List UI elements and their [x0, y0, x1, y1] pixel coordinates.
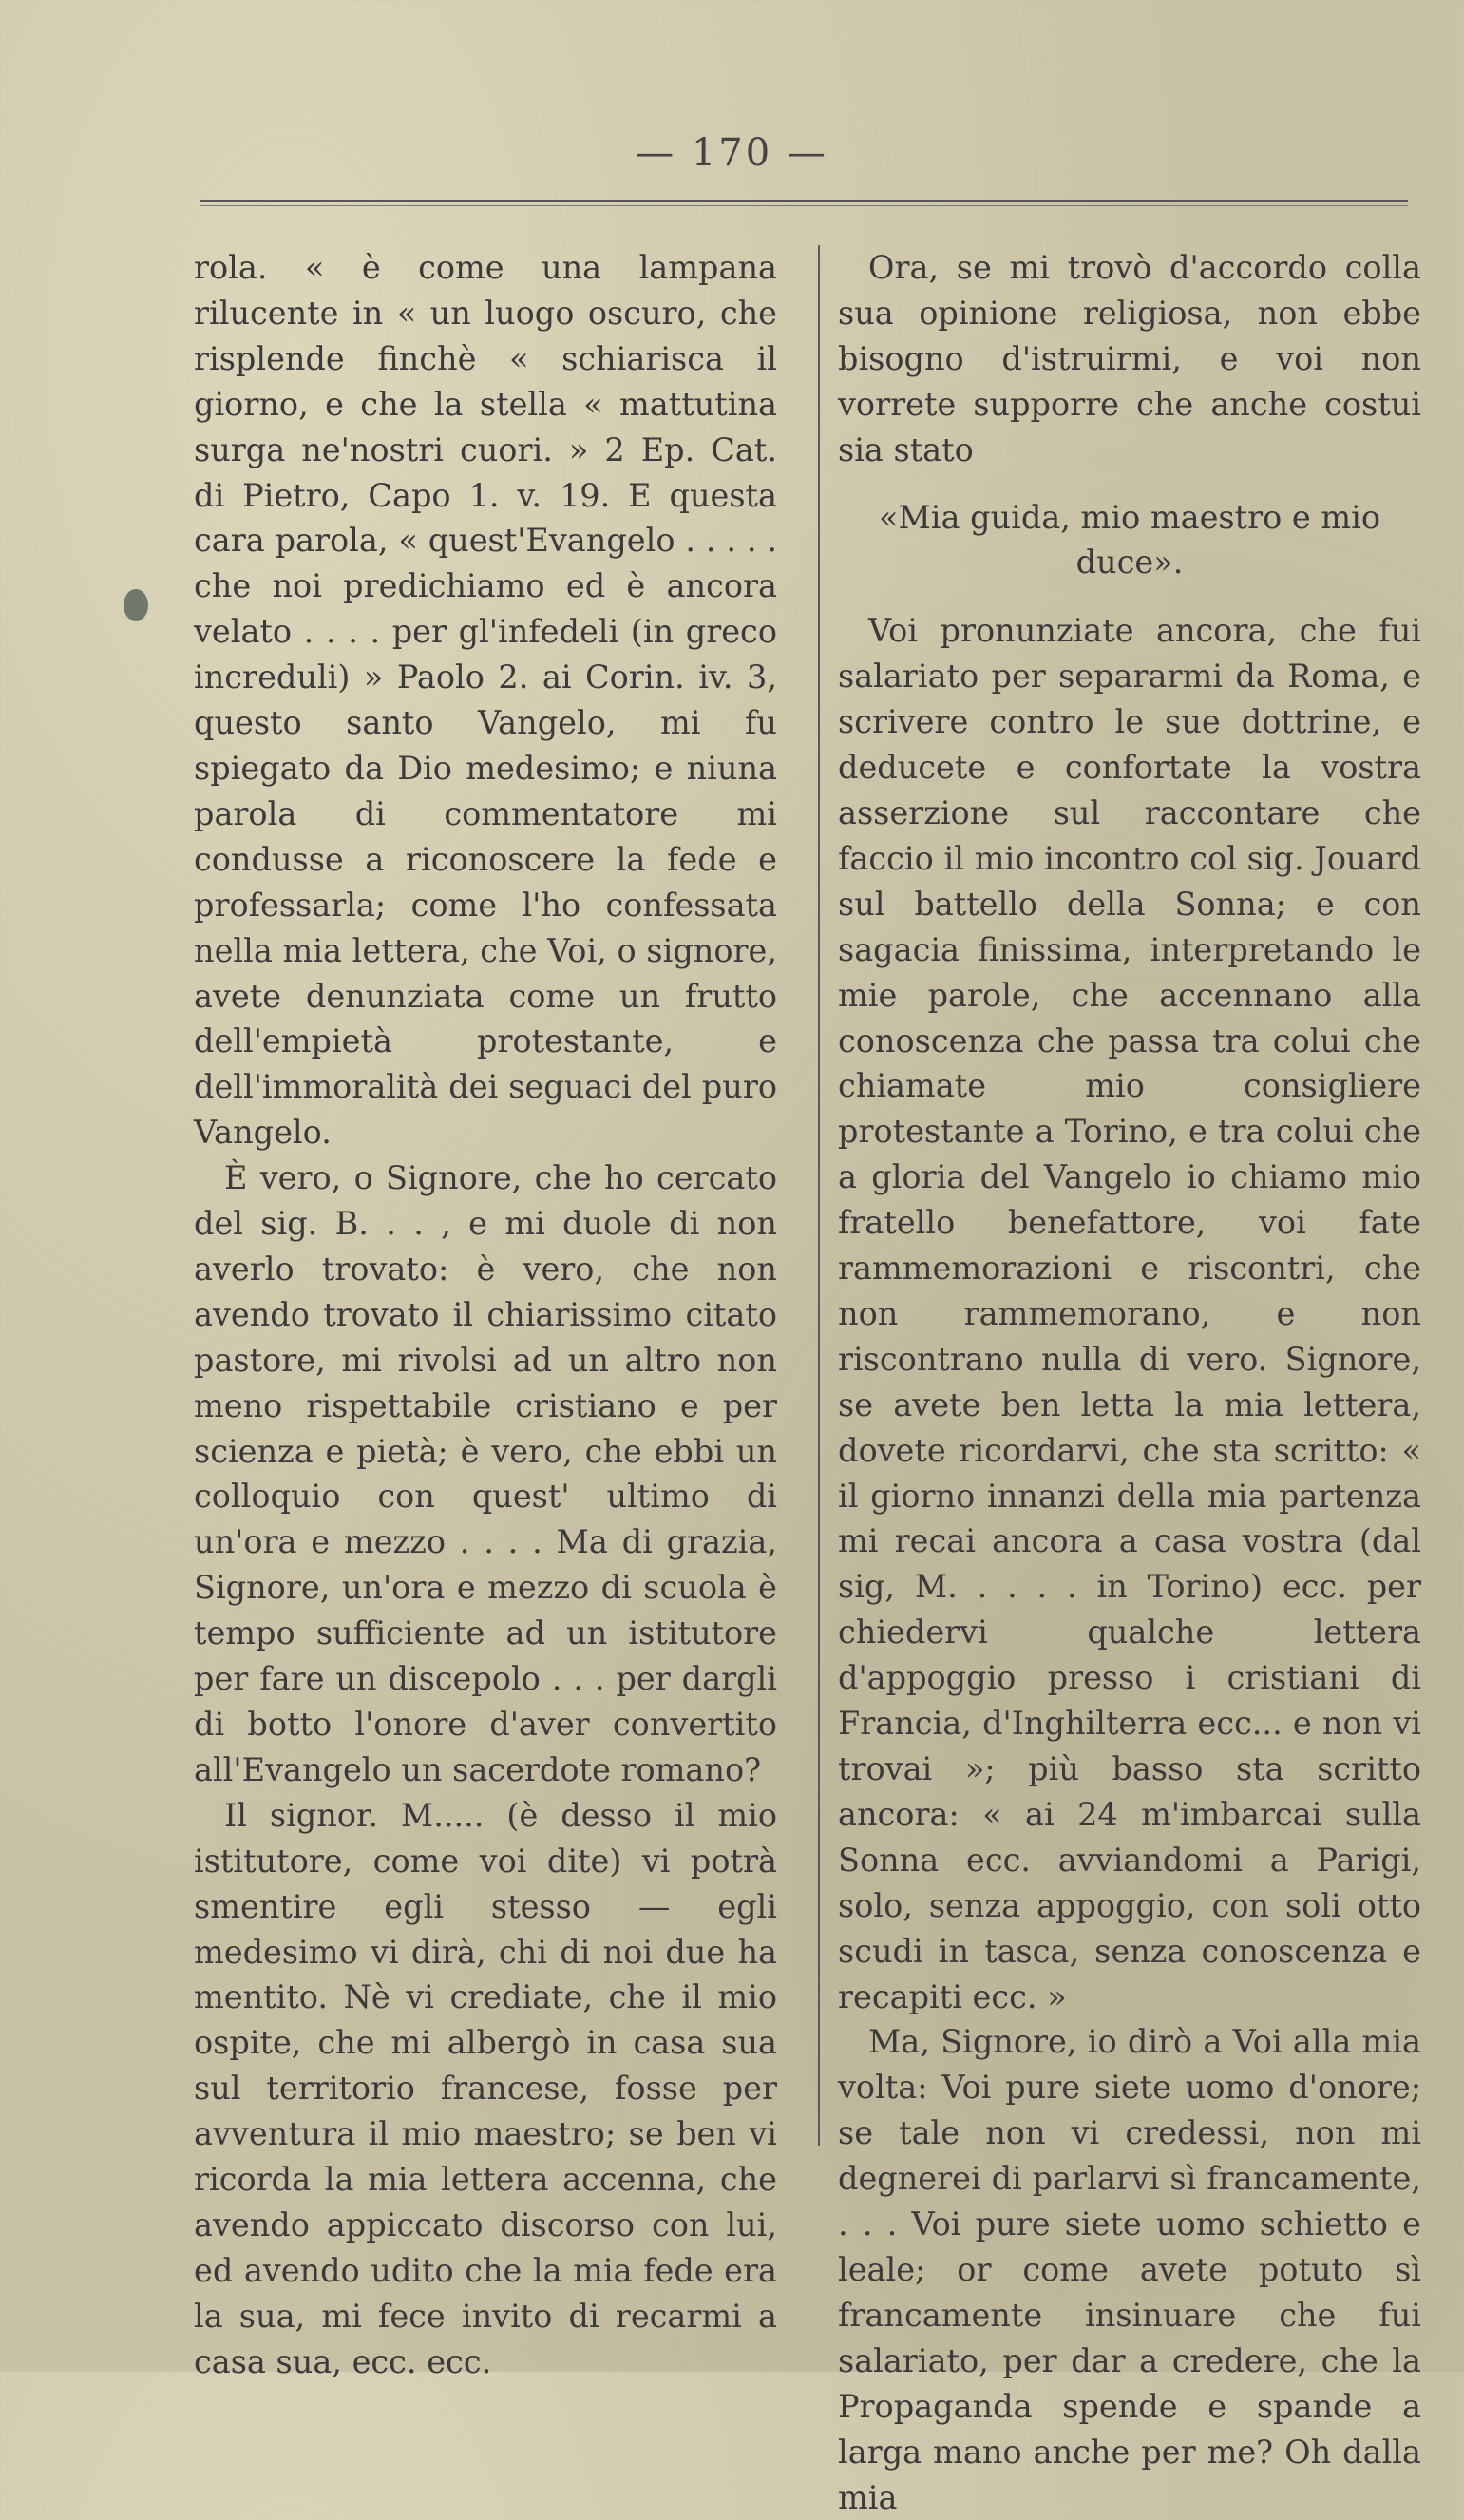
right-column [838, 245, 1421, 2520]
right-paragraph-3: Ma, Signore, io dirò a Voi alla mia volta: Voi pure siete uomo d'onore; se tale non vi credessi, non mi degnerei di parlarvi sì francamente, . . . Voi pure siete uomo schietto e leale; or come avete potuto sì francamente insinuare che fui salariato, per dar a credere, che la Propaganda spende e spande a larga mano anche per me? Oh dalla mia [838, 2023, 1421, 2516]
right-paragraph-2: Voi pronunziate ancora, che fui salariato per separarmi da Roma, e scrivere contro le sue dottrine, e deducete e confortate la vostra asserzione sul raccontare che faccio il mio incontro col sig. Jouard sul battello della Sonna; e con sagacia finissima, interpretando le mie parole, che accennano alla conoscenza che passa tra colui che chiamate mio consigliere protestante a Torino, e tra colui che a gloria del Vangelo io chiamo mio fratello benefattore, voi fate rammemorazioni e riscontri, che non rammemorano, e non riscontrano nulla di vero. Signore, se avete ben letta la mia lettera, dovete ricordarvi, che sta scritto: « il giorno innanzi della mia partenza mi recai ancora a casa vostra (dal sig, M. . . . . in Torino) ecc. per chiedervi qualche lettera d'appoggio presso i cristiani di Francia, d'Inghilterra ecc... e non vi trovai »; più basso sta scritto ancora: « ai 24 m'imbarcai sulla Sonna ecc. avviandomi a Parigi, solo, senza appoggio, con soli otto scudi in tasca, senza conoscenza e recapiti ecc. » [838, 612, 1421, 2015]
header-rule [200, 200, 1408, 206]
right-paragraph-1: Ora, se mi trovò d'accordo colla sua opinione religiosa, non ebbe bisogno d'istruirmi, e voi non vorrete supporre che anche costui sia stato [838, 249, 1421, 468]
page-number: — 170 — [636, 131, 828, 175]
left-paragraph-2: È vero, o Signore, che ho cercato del sig. B. . . , e mi duole di non averlo trovato: è vero, che non avendo trovato il chiarissimo citato pastore, mi rivolsi ad un altro non meno rispettabile cristiano e per scienza e pietà; è vero, che ebbi un colloquio con quest' ultimo di un'ora e mezzo . . . . Ma di grazia, Signore, un'ora e mezzo di scuola è tempo sufficiente ad un istitutore per fare un discepolo . . . per dargli di botto l'onore d'aver convertito all'Evangelo un sacerdote romano? [194, 1159, 777, 1788]
left-paragraph-1: rola. « è come una lampana rilucente in « un luogo oscuro, che risplende finchè « schiarisca il giorno, e che la stella « mattutina surga ne'nostri cuori. » 2 Ep. Cat. di Pietro, Capo 1. v. 19. E questa cara parola, « quest'Evangelo . . . . . che noi predichiamo ed è ancora velato . . . . per gl'infedeli (in greco increduli) » Paolo 2. ai Corin. iv. 3, questo santo Vangelo, mi fu spiegato da Dio medesimo; e niuna parola di commentatore mi condusse a riconoscere la fede e professarla; come l'ho confessata nella mia lettera, che Voi, o signore, avete denunziata come un frutto dell'empietà protestante, e dell'immoralità dei seguaci del puro Vangelo. [194, 249, 777, 1152]
ink-blot [124, 589, 148, 621]
column-divider [818, 245, 820, 2146]
left-paragraph-3: Il signor. M..... (è desso il mio istitutore, come voi dite) vi potrà smentire egli stesso — egli medesimo vi dirà, chi di noi due ha mentito. Nè vi crediate, che il mio ospite, che mi albergò in casa sua sul territorio francese, fosse per avventura il mio maestro; se ben vi ricorda la mia lettera accenna, che avendo appiccato discorso con lui, ed avendo udito che la mia fede era la sua, mi fece invito di recarmi a casa sua, ecc. ecc. [194, 1796, 777, 2380]
left-column [194, 245, 777, 2385]
right-quote: «Mia guida, mio maestro e mio duce». [878, 498, 1381, 582]
